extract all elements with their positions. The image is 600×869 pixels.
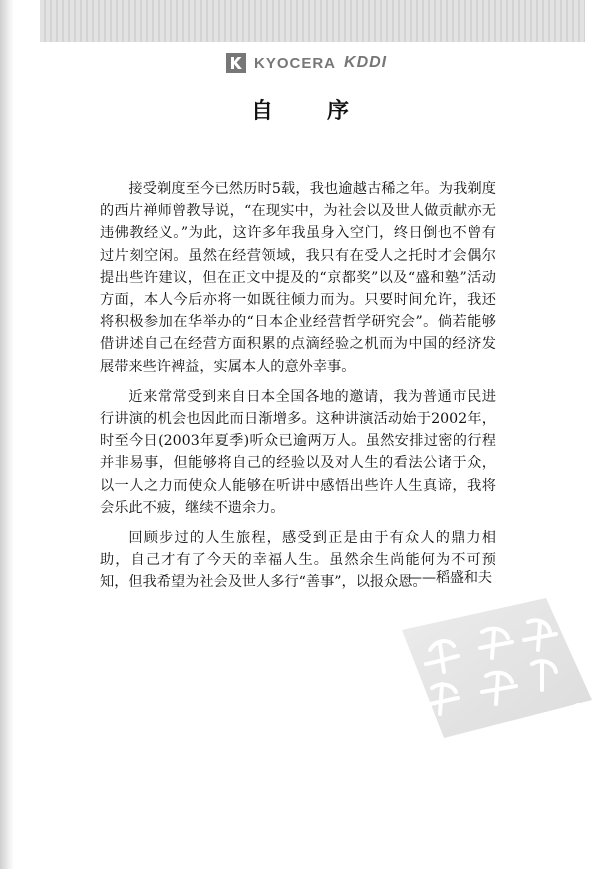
logo-text-kddi: KDDI xyxy=(344,54,388,71)
header-band xyxy=(40,0,585,42)
page-title: 自序 xyxy=(250,99,403,124)
author-signature: ——稻盛和夫 xyxy=(408,570,492,586)
logo-text-kyocera: KYOCERA xyxy=(254,54,337,72)
kyocera-logo-icon xyxy=(226,53,246,73)
paragraph-3: 回顾步过的人生旅程，感受到正是由于有众人的鼎力相助，自己才有了今天的幸福人生。虽然余生尚能何为不可预知，但我希望为社会及世人多行“善事”，以报众恩。 xyxy=(100,530,496,591)
paragraph-2: 近来常常受到来自日本全国各地的邀请，我为普通市民进行讲演的机会也因此而日渐增多。这种讲演活动始于2002年，时至今日(2003年夏季)听众已逾两万人。虽然安排过密的行程并非易事，但能够将自己的经验以及对人生的看法公诸于众，以一人之力而使众人能够在听讲中感悟出些许人生真谛，我将会乐此不疲，继续不遗余力。 xyxy=(100,388,496,516)
scan-edge-shadow xyxy=(0,0,14,869)
seal-watermark xyxy=(396,592,596,742)
header-bar xyxy=(0,0,600,56)
watermark-label: PDG xyxy=(551,700,586,726)
preface-body xyxy=(100,178,496,602)
paragraph-1: 接受剃度至今已然历时5载，我也逾越古稀之年。为我剃度的西片禅师曾教导说，“在现实中，为社会以及世人做贡献亦无违佛教经义。”为此，这许多年我虽身入空门，终日倒也不曾有过片刻空闲。虽然在经营领域，我只有在受人之托时才会偶尔提出些许建议，但在正文中提及的“京都奖”以及“盛和塾”活动方面，本人今后亦将一如既往倾力而为。只要时间允许，我还将积极参加在华举办的“日本企业经营哲学研究会”。倘若能够借讲述自己在经营方面积累的点滴经验之机而为中国的经济发展带来些许裨益，实属本人的意外幸事。 xyxy=(100,181,496,375)
sponsor-logo xyxy=(226,52,387,74)
